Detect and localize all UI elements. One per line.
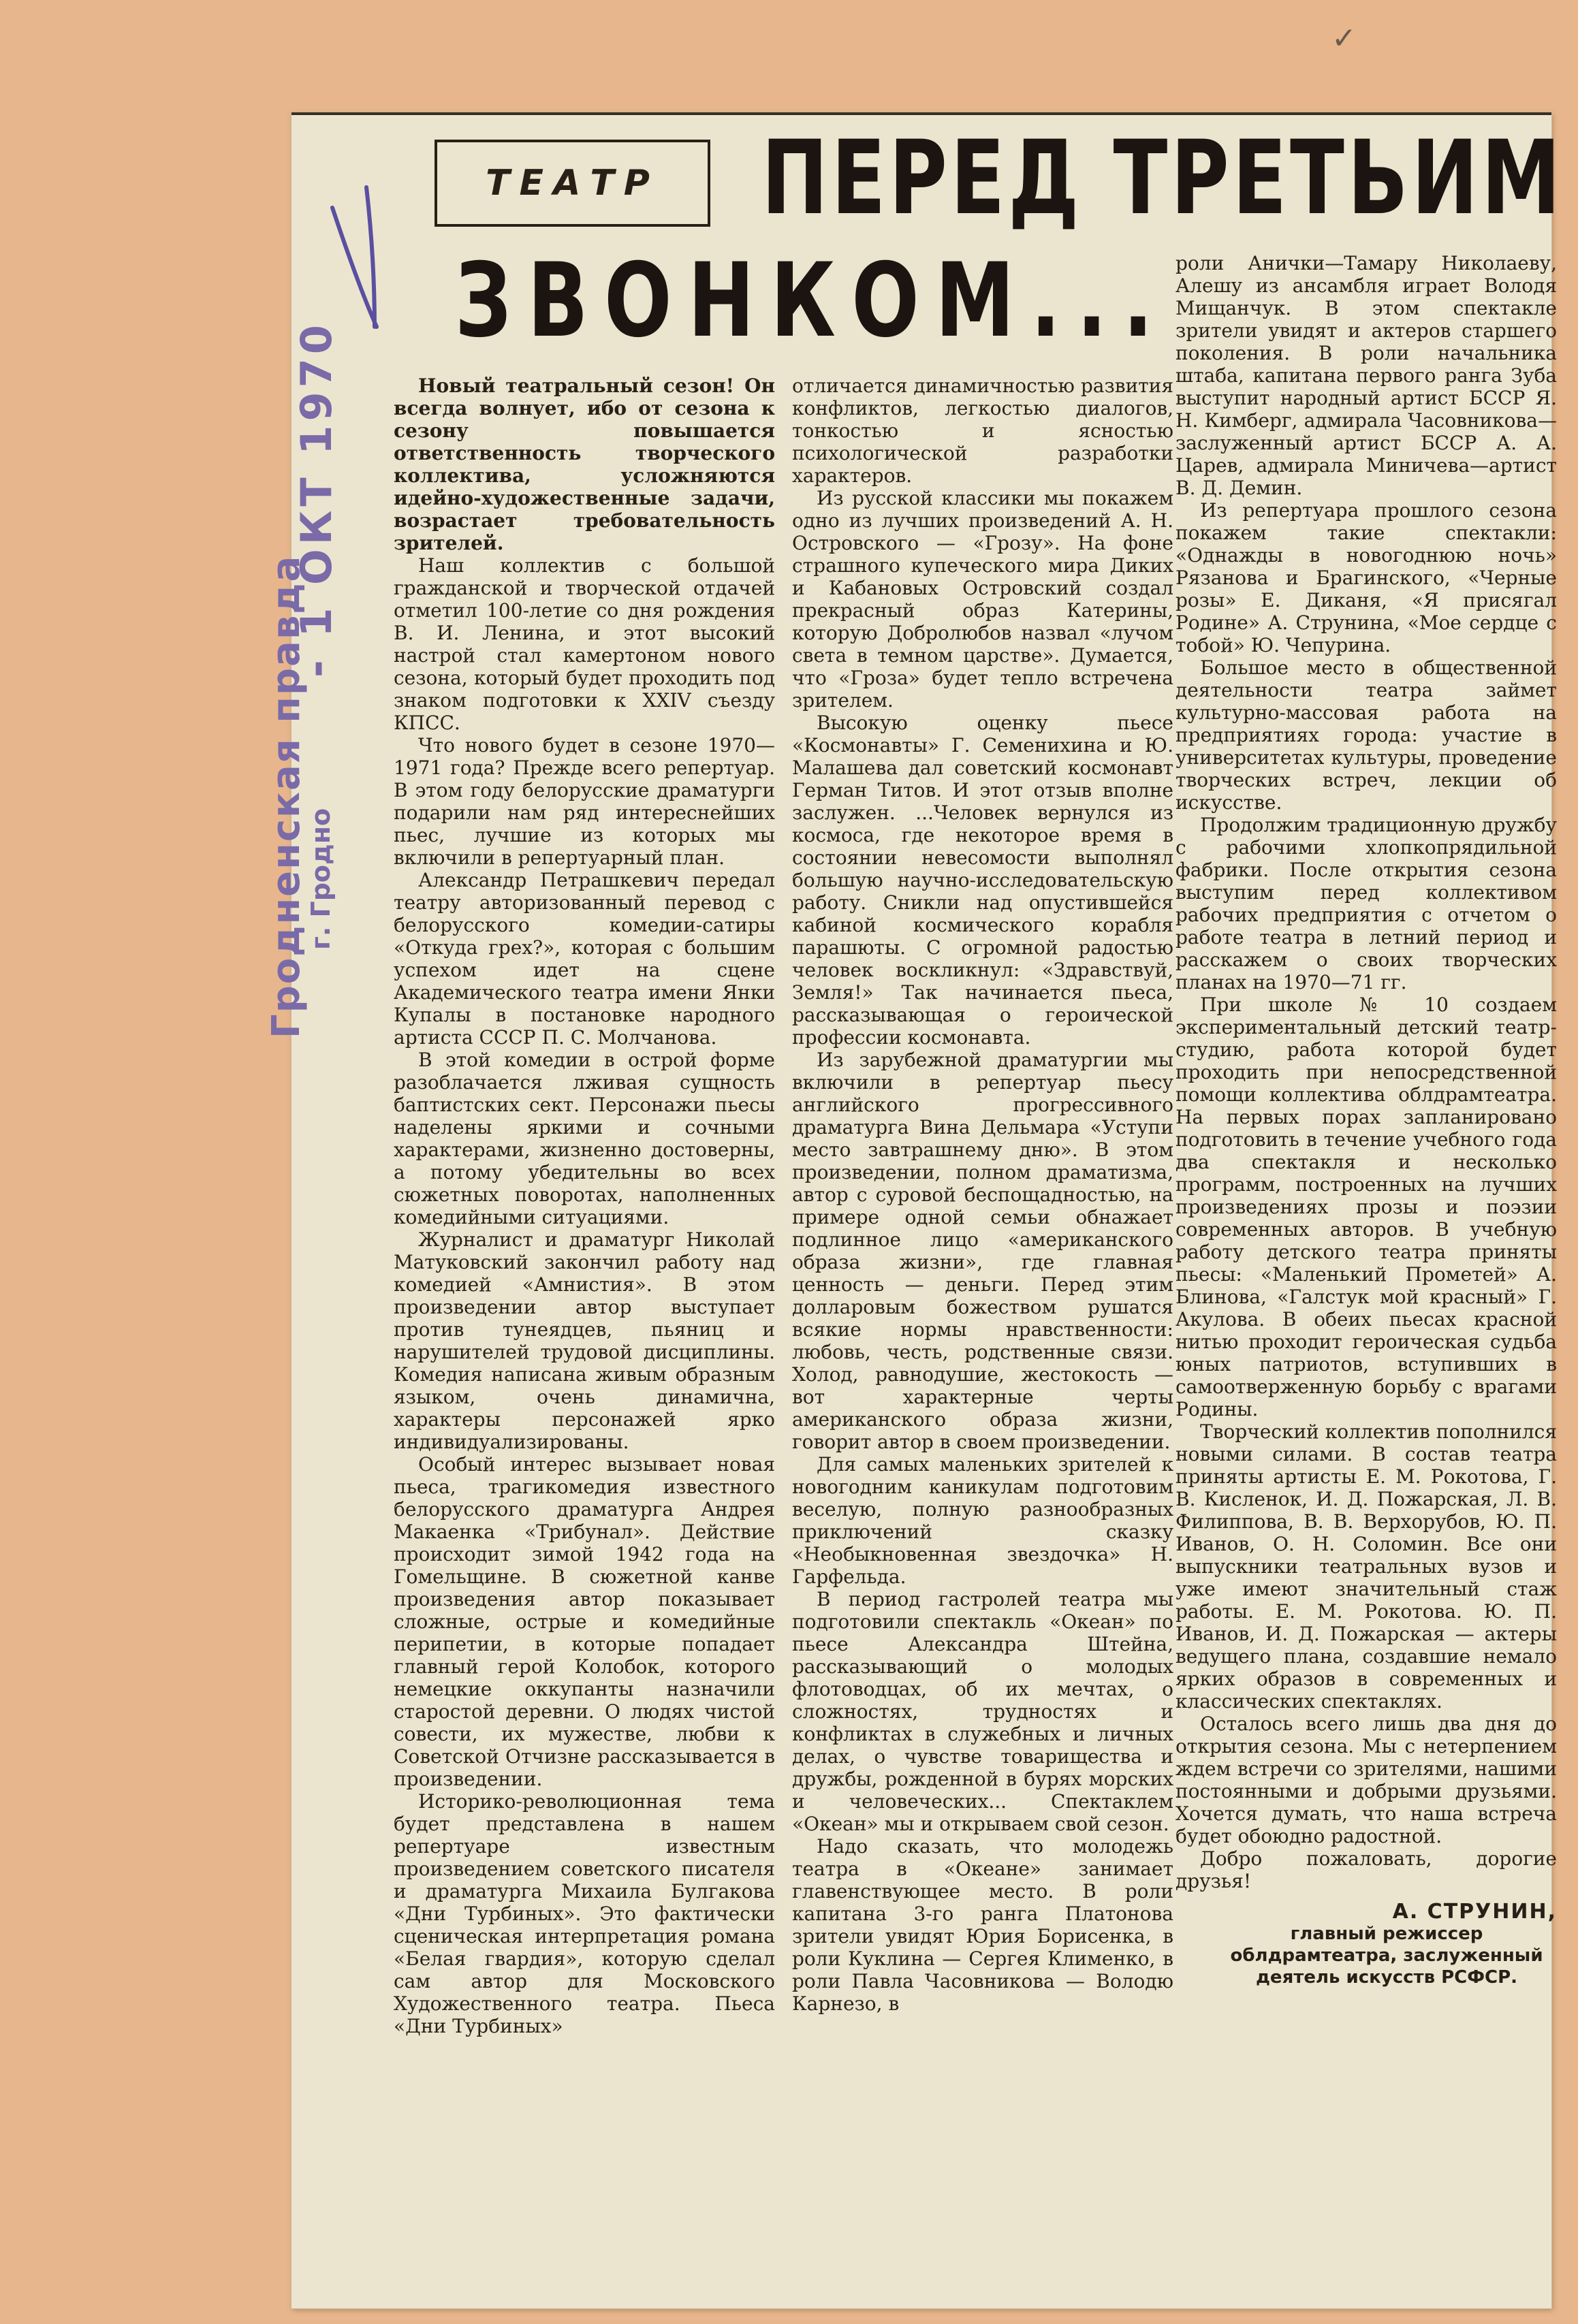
article-column-3 xyxy=(1175,252,1557,1988)
stamp-date: - 1 ОКТ 1970 xyxy=(291,321,341,678)
paragraph: Историко-революционная тема будет представлена в нашем репертуаре известным произведением советского писателя и драматурга Михаила Булгакова «Дни Турбиных». Это фактически сценическая интерпретация романа «Белая гвардия», которую сделал сам автор для Московского Художественного театра. Пьеса «Дни Турбиных» xyxy=(394,1790,775,2037)
paragraph: Что нового будет в сезоне 1970—1971 года? Прежде всего репертуар. В этом году белорусские драматурги подарили нам ряд интереснейших пьес, лучшие из которых мы включили в репертуарный план. xyxy=(394,734,775,869)
article-column-1 xyxy=(394,375,775,2037)
paragraph: Продолжим традиционную дружбу с рабочими хлопкопрядильной фабрики. После открытия сезона выступим перед коллективом рабочих предприятия с отчетом о работе театра в летний период и расскажем о своих творческих планах на 1970—71 гг. xyxy=(1175,814,1557,993)
headline-line-1: ПЕРЕД ТРЕТЬИМ xyxy=(761,119,1564,238)
paragraph: Добро пожаловать, дорогие друзья! xyxy=(1175,1847,1557,1892)
article-column-2 xyxy=(792,375,1173,2015)
paragraph: Особый интерес вызывает новая пьеса, трагикомедия известного белорусского драматурга Андрея Макаенка «Трибунал». Действие происходит зимой 1942 года на Гомельщине. В сюжетной канве произведения автор показывает сложные, острые и комедийные перипетии, в которые попадает главный герой Колобок, которого немецкие оккупанты назначили старостой деревни. О людях чистой совести, их мужестве, любви к Советской Отчизне рассказывается в произведении. xyxy=(394,1453,775,1790)
paragraph: Из зарубежной драматургии мы включили в репертуар пьесу английского прогрессивного драматурга Вина Дельмара «Уступи место завтрашнему дню». В этом произведении, полном драматизма, автор с суровой беспощадностью, на примере одной семьи обнажает подлинное лицо «американского образа жизни», где главная ценность — деньги. Перед этим долларовым божеством рушатся всякие нормы нравственности: любовь, честь, родственные связи. Холод, равнодушие, жестокость — вот характерные черты американского образа жизни, говорит автор в своем произведении. xyxy=(792,1049,1173,1453)
newspaper-clipping xyxy=(264,112,1564,2308)
rubric-label: ТЕАТР xyxy=(486,163,659,204)
paragraph: роли Анички—Тамару Николаеву, Алешу из ансамбля играет Володя Мищанчук. В этом спектакле зрители увидят и актеров старшего поколения. В роли начальника штаба, капитана первого ранга Зуба выступит народный артист БССР Я. Н. Кимберг, адмирала Часовникова—заслуженный артист БССР А. А. Царев, адмирала Миничева—артист В. Д. Демин. xyxy=(1175,252,1557,499)
author-signature: А. СТРУНИН, xyxy=(1392,1900,1557,1924)
paragraph: Журналист и драматург Николай Матуковский закончил работу над комедией «Амнистия». В этом произведении автор выступает против тунеядцев, пьяниц и нарушителей трудовой дисциплины. Комедия написана живым образным языком, очень динамична, характеры персонажей ярко индивидуализированы. xyxy=(394,1228,775,1453)
article-lead: Новый театральный сезон! Он всегда волнует, ибо от сезона к сезону повышается ответственность творческого коллектива, усложняются идейно-художественные задачи, возрастает требовательность зрителей. xyxy=(394,375,775,554)
author-role: главный режиссер облдрамтеатра, заслуженный деятель искусств РСФСР. xyxy=(1230,1924,1543,1988)
newspaper-stamp xyxy=(264,554,346,1038)
paragraph: В период гастролей театра мы подготовили спектакль «Океан» по пьесе Александра Штейна, рассказывающий о молодых флотоводцах, об их мечтах, о сложностях, трудностях и конфликтах в служебных и личных делах, о чувстве товарищества и дружбы, рожденной в бурях морских и человеческих... Спектаклем «Океан» мы и открываем свой сезон. xyxy=(792,1588,1173,1835)
rubric-box xyxy=(435,140,710,227)
paragraph: Из русской классики мы покажем одно из лучших произведений А. Н. Островского — «Грозу». На фоне страшного купеческого мира Диких и Кабановых Островский создал прекрасный образ Катерины, которую Добролюбов назвал «лучом света в темном царстве». Думается, что «Гроза» будет тепло встречена зрителем. xyxy=(792,487,1173,712)
paragraph: В этой комедии в острой форме разоблачается лживая сущность баптистских сект. Персонажи пьесы наделены яркими и сочными характерами, жизненно достоверны, а потому убедительны во всех сюжетных поворотах, наполненных комедийными ситуациями. xyxy=(394,1049,775,1228)
stamp-newspaper-name: Гродненская правда xyxy=(264,554,309,1038)
paragraph: При школе № 10 создаем экспериментальный детский театр-студию, работа которой будет проходить при непосредственной помощи коллектива облдрамтеатра. На первых порах запланировано подготовить в течение учебного года два спектакля и несколько программ, построенных на лучших произведениях прозы и поэзии современных авторов. В учебную работу детского театра приняты пьесы: «Маленький Прометей» А. Блинова, «Галстук мой красный» Г. Акулова. В обеих пьесах красной нитью проходит героическая судьба юных патриотов, вступивших в самоотверженную борьбу с врагами Родины. xyxy=(1175,993,1557,1420)
paragraph: Творческий коллектив пополнился новыми силами. В состав театра приняты артисты Е. М. Рокотова, Г. В. Кисленок, И. Д. Пожарская, Л. В. Филиппова, В. В. Верхорубов, Ю. П. Иванов, О. Н. Соломин. Все они выпускники театральных вузов и уже имеют значительный стаж работы. Е. М. Рокотова. Ю. П. Иванов, И. Д. Пожарская — актеры ведущего плана, создавшие немало ярких образов в современных и классических спектаклях. xyxy=(1175,1420,1557,1713)
check-mark: ✓ xyxy=(1331,21,1357,56)
stamp-city: г. Гродно xyxy=(306,808,336,950)
paragraph: Осталось всего лишь два дня до открытия сезона. Мы с нетерпением ждем встречи со зрителями, нашими постоянными и добрыми друзьями. Хочется думать, что наша встреча будет обоюдно радостной. xyxy=(1175,1713,1557,1847)
paragraph: Из репертуара прошлого сезона покажем такие спектакли: «Однажды в новогоднюю ночь» Рязанова и Брагинского, «Черные розы» Е. Диканя, «Я присягал Родине» А. Струнина, «Мое сердце с тобой» Ю. Чепурина. xyxy=(1175,499,1557,656)
paragraph: Александр Петрашкевич передал театру авторизованный перевод с белорусского комедии-сатиры «Откуда грех?», которая с большим успехом идет на сцене Академического театра имени Янки Купалы в постановке народного артиста СССР П. С. Молчанова. xyxy=(394,869,775,1049)
paragraph: Высокую оценку пьесе «Космонавты» Г. Семенихина и Ю. Малашева дал советский космонавт Герман Титов. И этот отзыв вполне заслужен. ...Человек вернулся из космоса, где некоторое время в состоянии невесомости выполнял большую научно-исследовательскую работу. Сникли над опустившейся кабиной космического корабля парашюты. С огромной радостью человек воскликнул: «Здравствуй, Земля!» Так начинается пьеса, рассказывающая о героической профессии космонавта. xyxy=(792,712,1173,1049)
headline-line-2: ЗВОНКОМ... xyxy=(455,242,1169,360)
paragraph: Наш коллектив с большой гражданской и творческой отдачей отметил 100-летие со дня рождения В. И. Ленина, и этот высокий настрой стал камертоном нового сезона, который будет проходить под знаком подготовки к XXIV съезду КПСС. xyxy=(394,554,775,734)
top-rule xyxy=(291,112,1551,115)
paragraph: Надо сказать, что молодежь театра в «Океане» занимает главенствующее место. В роли капитана 3-го ранга Платонова зрители увидят Юрия Борисенка, в роли Куклина — Сергея Клименко, в роли Павла Часовникова — Володю Карнезо, в xyxy=(792,1835,1173,2015)
paragraph: отличается динамичностью развития конфликтов, легкостью диалогов, тонкостью и ясностью психологической разработки характеров. xyxy=(792,375,1173,487)
paragraph: Для самых маленьких зрителей к новогодним каникулам подготовим веселую, полную разнообразных приключений сказку «Необыкновенная звездочка» Н. Гарфельда. xyxy=(792,1453,1173,1588)
paragraph: Большое место в общественной деятельности театра займет культурно-массовая работа на предприятиях города: участие в университетах культуры, проведение творческих встреч, лекции об искусстве. xyxy=(1175,656,1557,814)
